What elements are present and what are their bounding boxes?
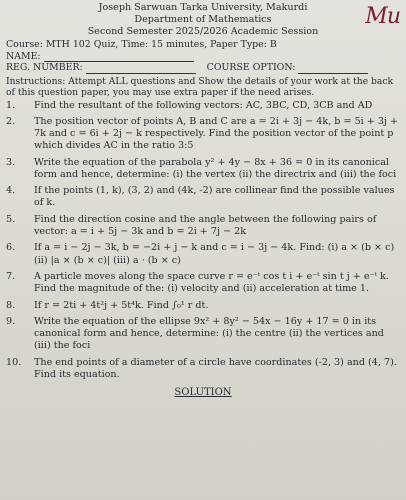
question-text: If the points (1, k), (3, 2) and (4k, -2) are collinear find the possible values of k. [34, 185, 395, 209]
question-number: 2. [6, 115, 16, 127]
name-row [6, 51, 406, 63]
question-text: The end points of a diameter of a circle have coordinates (-2, 3) and (4, 7). Find its equation. [34, 356, 397, 381]
course-option-field[interactable] [298, 73, 368, 74]
question-number: 1. [6, 99, 16, 111]
question-number: 7. [6, 271, 16, 283]
question-text: Write the equation of the parabola y² + 4y − 8x + 36 = 0 in its canonical form and hence, determine: (i) the vertex (ii) the directrix and (iii) the foci [34, 156, 397, 180]
question-list [0, 100, 406, 382]
session-line: Second Semester 2025/2026 Academic Session [87, 26, 319, 37]
question-item [0, 300, 406, 312]
question-text: Find the direction cosine and the angle between the following pairs of vector: a = i + 5j − 3k and b = 2i + 7j − 2k [34, 213, 377, 238]
question-item [0, 116, 406, 153]
question-number: 5. [6, 213, 16, 225]
question-text: If a = i − 2j − 3k, b = −2i + j − k and c = i − 3j − 4k. Find: (i) a × (b × c) (ii) |a × (b × c)| (iii) a · (b × c) [34, 242, 395, 266]
reg-field[interactable] [86, 73, 196, 74]
question-number: 3. [6, 156, 16, 168]
paper-meta [0, 39, 406, 74]
question-text: A particle moves along the space curve r = e⁻ᵗ cos t i + e⁻ᵗ sin t j + e⁻ᵗ k. Find the magnitude of the: (i) velocity and (ii) acceleration at time 1. [34, 271, 389, 295]
course-option-label: COURSE OPTION: [206, 62, 296, 73]
question-number: 6. [6, 242, 16, 254]
question-item [0, 157, 406, 181]
question-text: The position vector of points A, B and C are a = 2i + 3j − 4k, b = 5i + 3j + 7k and c = 6i + 2j − k respectively. Find the position vector of the point p which divides AC in the ratio 3:5 [34, 115, 399, 152]
question-item [0, 100, 406, 112]
question-item [0, 214, 406, 238]
question-item [0, 316, 406, 353]
question-item [0, 185, 406, 209]
reg-label: REG. NUMBER: [6, 62, 83, 73]
question-item [0, 242, 406, 266]
question-text: Find the resultant of the following vectors: AC, 3BC, CD, 3CB and AD [34, 99, 373, 111]
name-label: NAME: [6, 50, 41, 62]
question-number: 8. [6, 299, 16, 311]
signature-mark: Mu [365, 4, 400, 29]
question-number: 4. [6, 185, 16, 197]
question-number: 10. [6, 356, 22, 368]
department-name: Department of Mathematics [134, 14, 272, 25]
question-item [0, 357, 406, 381]
question-text: Write the equation of the ellipse 9x² + 8y² − 54x − 16y + 17 = 0 in its canonical form and hence, determine: (i) the centre (ii) the vertices and (iii) the foci [34, 316, 384, 352]
question-text: If r = 2ti + 4t²j + 5t⁴k. Find ∫₀¹ r dt. [34, 299, 209, 311]
question-number: 9. [6, 316, 16, 328]
university-name: Joseph Sarwuan Tarka University, Makurdi [98, 2, 308, 13]
reg-row [6, 62, 406, 74]
course-line: Course: MTH 102 Quiz, Time: 15 minutes, Paper Type: B [6, 39, 277, 50]
question-item [0, 271, 406, 295]
paper-header [0, 0, 406, 38]
solution-heading: SOLUTION [174, 387, 232, 399]
instructions: Instructions: Attempt ALL questions and Show the details of your work at the back of this question paper, you may use extra paper if the need arises. [6, 75, 394, 98]
